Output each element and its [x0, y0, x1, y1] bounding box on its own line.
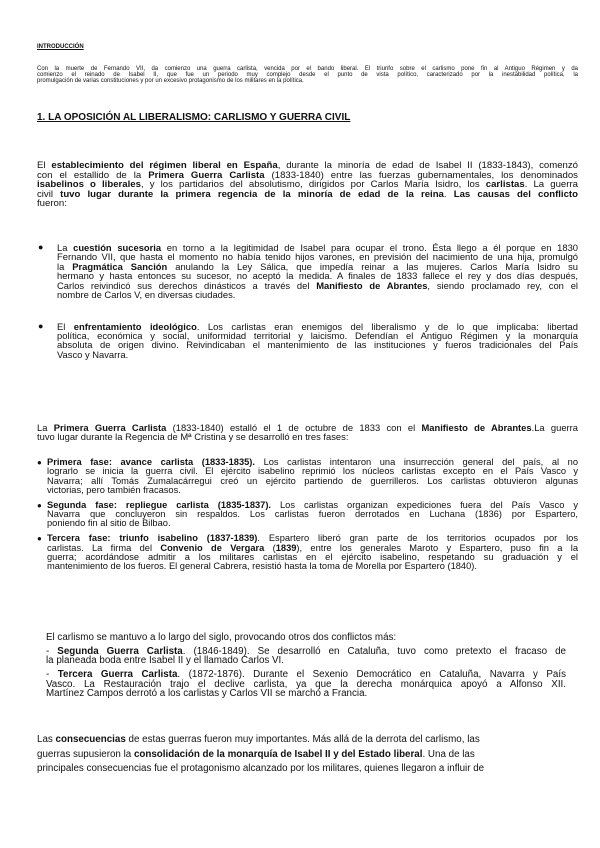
- bullet-icon: ●: [37, 458, 42, 467]
- text-line: [47, 456, 578, 465]
- bullet-icon: ●: [37, 534, 42, 544]
- text: Carlos reivindicó sus derechos dinásticos a través del: [57, 279, 317, 291]
- bold-text: Segunda Guerra Carlista: [57, 645, 183, 657]
- text-line: [47, 517, 578, 531]
- bullet-icon: ●: [37, 500, 42, 510]
- paragraph-primera-guerra: [37, 421, 578, 444]
- text: . La guerra: [524, 179, 578, 191]
- paragraph-consecuencias: [37, 733, 542, 777]
- text: hermano y hasta entonces su sucesor, no aceptó la medida. A finales de 1833 fallece el rey y dos días después,: [57, 270, 578, 282]
- text: victorias, pero también fracasos.: [47, 484, 181, 495]
- text: La: [57, 242, 74, 253]
- text: poniendo fin al sitio de Bilbao.: [47, 518, 171, 529]
- text-line: [57, 320, 578, 332]
- bold-text: Manifiesto de Abrantes: [421, 422, 532, 433]
- text-line: [57, 250, 578, 263]
- text: Vasco y Navarra.: [57, 348, 129, 360]
- text: . (1846-1849). Se desarrolló en Cataluña, tuvo como pretexto el fracaso de: [182, 645, 566, 657]
- text: absoluta de origen divino. Reivindicaban el mantenimiento de las instituciones y fueros tradicionales del País: [57, 339, 578, 351]
- text: . (1872-1876). Durante el Sexenio Democrático en Cataluña, Navarra y País: [177, 668, 566, 680]
- text: (1833-1840) entre las fuerzas gubernamentales, los denominados: [264, 169, 578, 181]
- text-line: [47, 532, 578, 544]
- text: civil: [37, 188, 61, 200]
- text: .: [443, 188, 454, 200]
- text: Navarra que concluyeron sin respaldos. Los carlistas fueron derrotados en Luchana (1836) por Espartero,: [47, 509, 578, 520]
- text-line: [57, 279, 578, 291]
- bold-text: cuestión sucesoria: [73, 242, 162, 253]
- bullet-icon: ●: [38, 242, 44, 252]
- text: , durante la minoría de edad de Isabel II (1833-1843), comenzó: [277, 160, 579, 171]
- text-line: [37, 748, 542, 763]
- text: ), entre los generales Maroto y Espartero, puso fin a la: [296, 542, 579, 553]
- text-line: [46, 668, 566, 678]
- text: Las: [37, 734, 56, 745]
- text: guerras supusieron la: [37, 748, 134, 760]
- text-line: [37, 158, 579, 171]
- text-line: [37, 177, 578, 191]
- text: la planeada boda entre Isabel II y el llamado Carlos VI.: [46, 655, 284, 667]
- section-heading: 1. LA OPOSICIÓN AL LIBERALISMO: CARLISMO Y GUERRA CIVIL: [37, 112, 351, 123]
- text-line: [37, 733, 542, 748]
- text: Con la muerte de Fernando VII, da comienzo una guerra carlista, vencida por el bando liberal. El triunfo sobre el carlismo pone fin al Antiguo Régimen y da: [37, 66, 578, 72]
- bold-text: isabelinos o liberales: [37, 179, 141, 191]
- bold-text: Primera Guerra Carlista: [148, 169, 265, 181]
- bold-text: Primera fase: avance carlista (1833-1835).: [47, 457, 255, 467]
- text-line: [57, 241, 578, 253]
- bold-text: tuvo lugar durante la primera regencia de la minoría de edad de la reina: [60, 188, 444, 200]
- list-item: [37, 499, 578, 531]
- text: Los carlistas organizan expediciones fuera del País Vasco y: [271, 499, 579, 510]
- bold-text: enfrentamiento ideológico: [73, 320, 197, 332]
- text: lograrlo se inicia la guerra civil. El ejército isabelino reprimió los núcleos carlistas excepto en el País Vasco y: [47, 466, 578, 477]
- text: . Una de las: [422, 748, 475, 760]
- text-line: [37, 187, 578, 200]
- text-line: [47, 551, 578, 563]
- text: , siendo proclamado rey, con el: [427, 279, 578, 291]
- text: Fernando VII, que hasta el momento no había tenido hijos varones, en previsión del nacimiento de una hija, promulgó: [57, 251, 578, 263]
- list-item: [37, 241, 578, 302]
- text: -: [46, 645, 58, 657]
- bold-text: consolidación de la monarquía de Isabel II y del Estado liberal: [133, 748, 423, 760]
- text-line: [46, 678, 566, 688]
- text-line: [47, 508, 578, 520]
- bold-text: Manifiesto de Abrantes: [316, 279, 428, 291]
- text: (1833-1840) estalló el 1 de octubre de 1833 con el: [166, 422, 422, 433]
- intro-title: INTRODUCCIÓN: [37, 44, 84, 50]
- text-line: [46, 631, 566, 645]
- bold-text: consecuencias: [55, 734, 126, 745]
- text-line: [57, 260, 578, 272]
- text: (: [264, 542, 276, 553]
- text: política, económica y social, uniformidad territorial y laicismo. Defendían el Antiguo Régimen y la monarquía: [57, 329, 578, 341]
- list-item: [37, 532, 578, 573]
- text: La: [37, 422, 54, 433]
- text: promulgación de varias constituciones y por un excesivo protagonismo de los militares en la política.: [37, 78, 304, 84]
- text: nombre de Carlos V, en diversas ciudades.: [57, 288, 236, 300]
- intro-paragraph: [37, 64, 578, 87]
- text: Martínez Campos derrotó a los carlistas y Carlos VII se marchó a Francia.: [46, 688, 368, 700]
- text-line: [57, 329, 578, 341]
- text: , y los partidarios del absolutismo, dirigidos por Carlos María Isidro, los: [140, 179, 486, 191]
- text: . Espartero liberó gran parte de los territorios ocupados por los: [257, 533, 578, 544]
- text: Vasco. La Restauración trajo el declive carlista, ya que la derecha monárquica apoyó a Alfonso XII.: [46, 678, 566, 690]
- phases-list: [37, 456, 578, 574]
- text-line: [47, 475, 578, 484]
- text: fueron:: [37, 198, 67, 210]
- text-line: [37, 421, 579, 433]
- bold-text: Pragmática Sanción: [72, 260, 168, 272]
- text: la: [57, 260, 73, 272]
- bold-text: 1839: [275, 542, 297, 553]
- text: guerra; acordándose admitir a los militares carlistas en el ejército isabelino, respetando su graduación y el: [47, 552, 578, 563]
- causes-list: [37, 241, 578, 361]
- text: en torno a la legitimidad de Isabel para ocupar el trono. Ésta llego a él porque en 1830: [161, 242, 578, 253]
- text: Los carlistas intentaron una insurrección general del país, al no: [254, 457, 578, 467]
- bold-text: Segunda fase: repliegue carlista (1835-1837).: [47, 499, 272, 510]
- text: Navarra; allí Tomás Zumalacárregui creó un ejército partiendo de guerrilleros. Los carlistas obtuvieron algunas: [47, 475, 578, 486]
- bullet-icon: ●: [38, 320, 44, 331]
- bold-text: Primera Guerra Carlista: [53, 422, 167, 433]
- text-line: [57, 269, 578, 282]
- text: .La guerra: [531, 422, 579, 433]
- list-item: [37, 320, 578, 362]
- bold-text: Convenio de Vergara: [160, 542, 265, 553]
- text: El: [57, 320, 74, 332]
- text: carlistas. La firma del: [47, 542, 161, 553]
- text: de estas guerras fueron muy importantes. Más allá de la derrota del carlismo, las: [125, 734, 480, 745]
- list-item: [37, 456, 578, 497]
- text: con el estallido de la: [37, 169, 149, 181]
- text-line: [47, 542, 578, 551]
- text: -: [46, 668, 58, 680]
- text-line: [47, 465, 578, 477]
- bold-text: establecimiento del régimen liberal en España: [51, 160, 278, 171]
- text: tuvo lugar durante la Regencia de Mª Cristina y se desarrolló en tres fases:: [37, 431, 349, 443]
- text: principales consecuencias fue el protagonismo alcanzado por los militares, quienes llegaron a influir de: [37, 763, 485, 775]
- text: comienzo el reinado de Isabel II, que fue un periodo muy complejo desde el punto de vista político, caracterizado por la inestabilidad política, la: [37, 72, 578, 78]
- text: El: [37, 160, 52, 171]
- bold-text: carlistas: [485, 179, 525, 191]
- bold-text: Las causas del conflicto: [453, 188, 578, 200]
- text-line: [46, 645, 566, 655]
- bold-text: Tercera Guerra Carlista: [57, 668, 178, 680]
- text: anulando la Ley Sálica, que impedía reinar a las mujeres. Carlos María Isidro su: [167, 260, 578, 272]
- text-line: [37, 168, 578, 181]
- paragraph-establecimiento: [37, 158, 578, 212]
- paragraph-carlismo: [46, 631, 566, 701]
- text: mantenimiento de los fueros. El general Cabrera, resistió hasta la toma de Morella por Espartero (1840).: [47, 561, 477, 572]
- text: El carlismo se mantuvo a lo largo del siglo, provocando otros dos conflictos más:: [46, 632, 397, 643]
- bold-text: Tercera fase: triunfo isabelino (1837-1839): [47, 533, 258, 544]
- text-line: [47, 499, 578, 508]
- text: . Los carlistas eran enemigos del liberalismo y de lo que implicaba: libertad: [196, 320, 578, 332]
- text-line: [37, 762, 542, 777]
- text-line: [57, 338, 578, 351]
- text-line: [47, 560, 578, 574]
